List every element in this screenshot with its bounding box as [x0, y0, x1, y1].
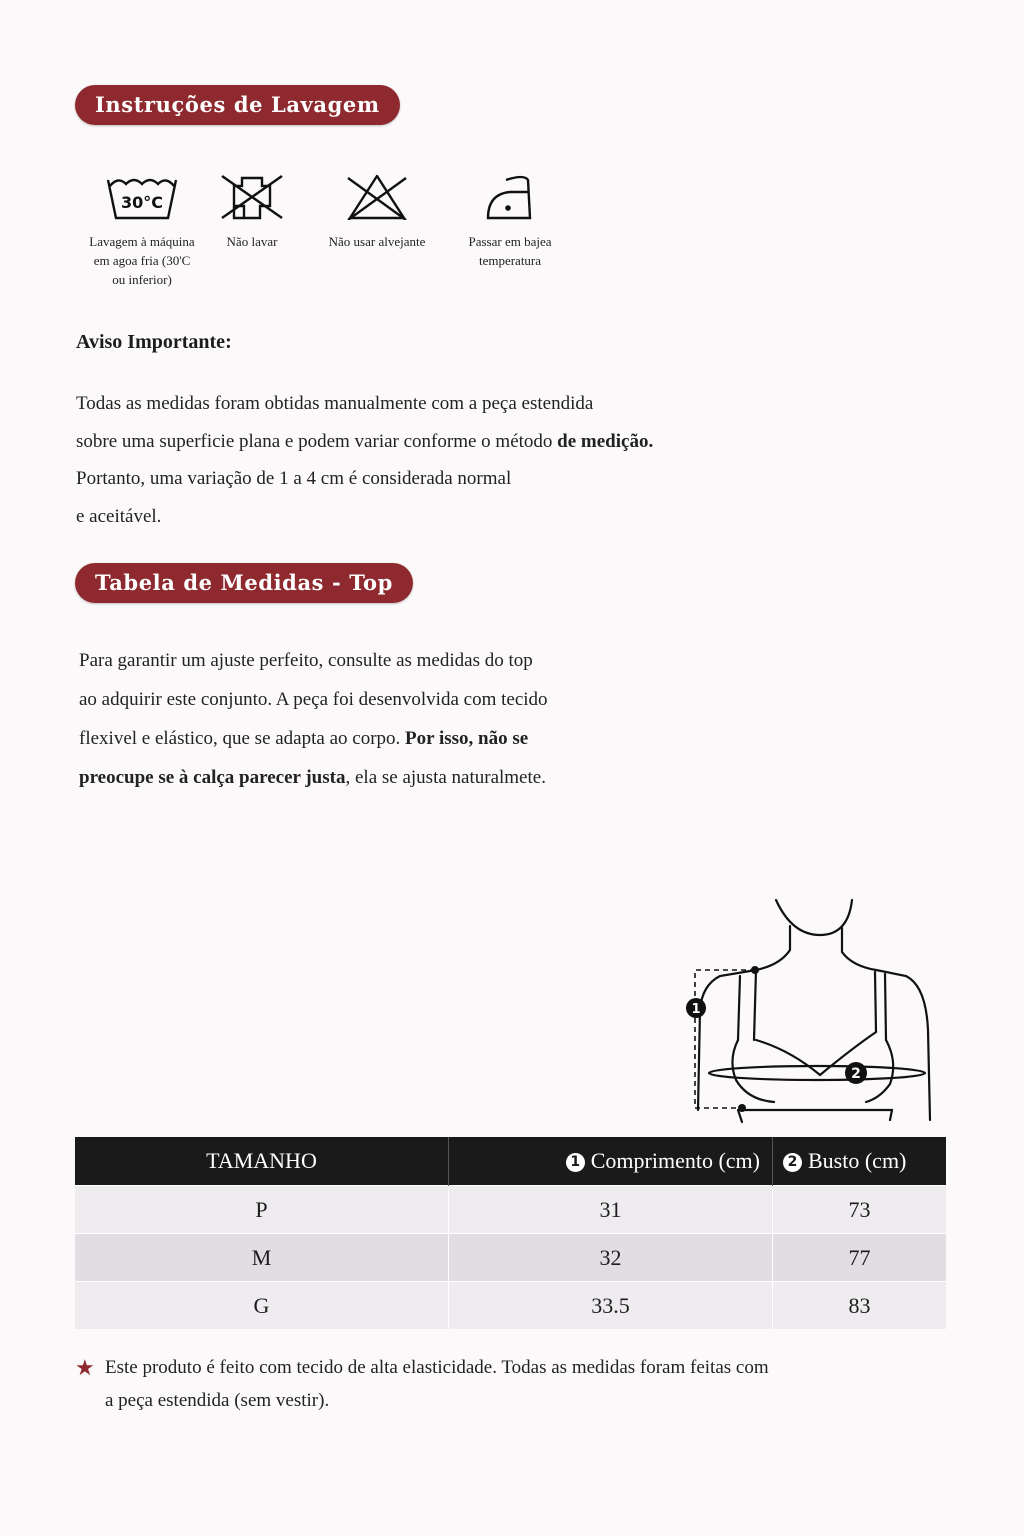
size-table-title: Tabela de Medidas - Top [75, 563, 413, 603]
header-size [75, 1137, 449, 1186]
do-not-wash-icon [220, 172, 284, 220]
notice-emphasis: de medição. [557, 430, 654, 452]
cell-bust: 73 [773, 1186, 947, 1234]
intro-emphasis: Por isso, não se [405, 728, 529, 749]
cell-length: 31 [449, 1186, 773, 1234]
header-bust [773, 1137, 947, 1186]
intro-text: flexivel e elástico, que se adapta ao corpo. [79, 728, 406, 749]
header-label: Comprimento (cm) [590, 1148, 760, 1173]
intro-emphasis: preocupe se à calça parecer justa [79, 767, 346, 788]
marker-2-label: 2 [851, 1066, 861, 1082]
iron-low-icon [484, 172, 536, 220]
header-length [449, 1137, 773, 1186]
footnote [75, 1351, 769, 1417]
care-item-iron-low [452, 172, 568, 270]
cell-length: 33.5 [449, 1282, 773, 1330]
care-label-line: Lavagem à máquina [89, 234, 195, 249]
cell-size: P [75, 1186, 449, 1234]
cell-bust: 83 [773, 1282, 947, 1330]
table-header-row [75, 1137, 946, 1186]
cell-length: 32 [449, 1234, 773, 1282]
intro-text: , ela se ajusta naturalmete. [345, 767, 546, 788]
notice-line [76, 423, 653, 461]
care-item-do-not-wash [212, 172, 292, 251]
intro-line: ao adquirir este conjunto. A peça foi desenvolvida com tecido [79, 689, 548, 710]
cell-bust: 77 [773, 1234, 947, 1282]
notice-heading: Aviso Importante: [76, 331, 232, 353]
footnote-line: a peça estendida (sem vestir). [105, 1390, 330, 1411]
number-2-icon: 2 [783, 1153, 802, 1172]
footnote-line: Este produto é feito com tecido de alta elasticidade. Todas as medidas foram feitas com [105, 1357, 769, 1378]
intro-paragraph [79, 641, 548, 797]
care-item-machine-wash [78, 172, 206, 289]
care-label-line: Não lavar [226, 234, 278, 249]
measurement-diagram [680, 890, 950, 1130]
washing-instructions-title: Instruções de Lavagem [75, 85, 400, 125]
cell-size: G [75, 1282, 449, 1330]
notice-line: Todas as medidas foram obtidas manualmente com a peça estendida [76, 393, 594, 414]
notice-line: e aceitável. [76, 505, 162, 527]
care-label-line: ou inferior) [112, 272, 172, 287]
marker-1-label: 1 [691, 1002, 701, 1017]
notice-paragraph [76, 385, 653, 535]
notice-line: Portanto, uma variação de 1 a 4 cm é considerada normal [76, 468, 512, 489]
intro-line [79, 758, 548, 797]
table-row [75, 1186, 946, 1234]
number-1-icon: 1 [566, 1153, 585, 1172]
header-label: Busto (cm) [808, 1148, 907, 1173]
star-icon: ★ [75, 1355, 95, 1380]
do-not-bleach-icon [344, 172, 410, 220]
table-row [75, 1282, 946, 1330]
care-item-do-not-bleach [314, 172, 440, 251]
care-label-line: temperatura [478, 253, 542, 268]
care-label-line: em agoa fria (30'C [93, 253, 191, 268]
wash-30-icon [106, 172, 178, 220]
intro-line [79, 719, 548, 758]
care-label-line: Não usar alvejante [328, 234, 426, 249]
wash-temp-text: 30°C [120, 193, 164, 212]
intro-line: Para garantir um ajuste perfeito, consulte as medidas do top [79, 650, 533, 671]
size-table [75, 1137, 946, 1329]
cell-size: M [75, 1234, 449, 1282]
table-row [75, 1234, 946, 1282]
care-label-line: Passar em bajea [468, 234, 552, 249]
notice-text: sobre uma superficie plana e podem variar conforme o método [76, 430, 558, 452]
header-label: TAMANHO [206, 1148, 317, 1173]
